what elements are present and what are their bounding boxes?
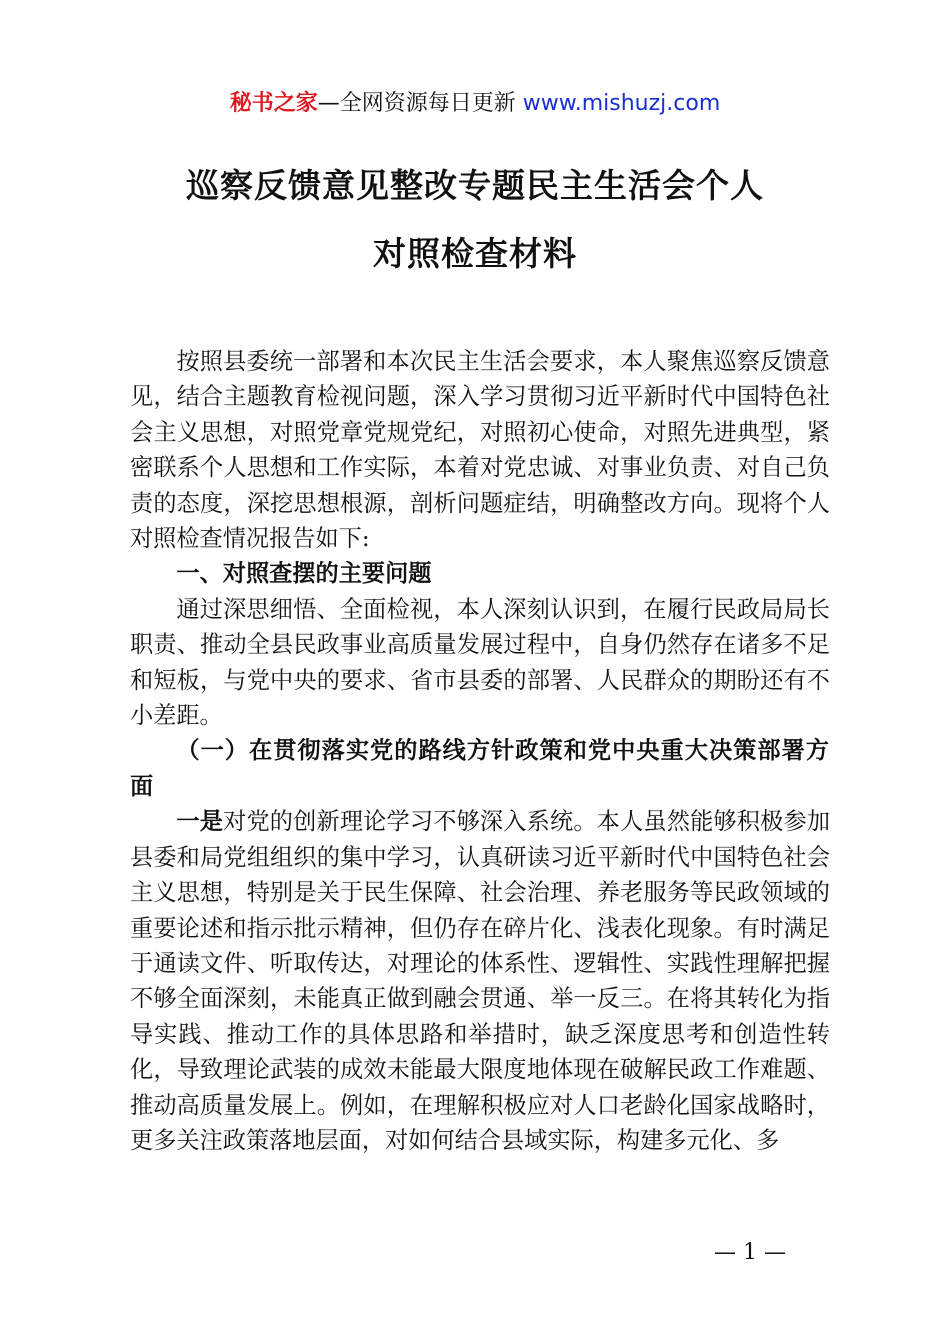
intro-paragraph: 按照县委统一部署和本次民主生活会要求，本人聚焦巡察反馈意见，结合主题教育检视问题，深入学习贯彻习近平新时代中国特色社会主义思想，对照党章党规党纪，对照初心使命，对照先进典型，紧密联系个人思想和工作实际，本着对党忠诚、对事业负责、对自己负责的态度，深挖思想根源，剖析问题症结，明确整改方向。现将个人对照检查情况报告如下: bbox=[130, 348, 830, 553]
site-brand: 秘书之家 bbox=[229, 91, 318, 116]
point-text: 对党的创新理论学习不够深入系统。本人虽然能够积极参加县委和局党组组织的集中学习，认真研读习近平新时代中国特色社会主义思想，特别是关于民生保障、社会治理、养老服务等民政领域的重要论述和指示批示精神，但仍存在碎片化、浅表化现象。有时满足于通读文件、听取传达，对理论的体系性、逻辑性、实践性理解把握不够全面深刻，未能真正做到融会贯通、举一反三。在将其转化为指导实践、推动工作的具体思路和举措时，缺乏深度思考和创造性转化，导致理论武装的成效未能最大限度地体现在破解民政工作难题、推动高质量发展上。例如，在理解积极应对人口老龄化国家战略时，更多关注政策落地层面，对如何结合县域实际，构建多元化、多 bbox=[130, 808, 831, 1154]
section-heading: 一、对照查摆的主要问题 bbox=[176, 560, 432, 588]
point-paragraph bbox=[130, 804, 830, 1158]
document-title-line-2: 对照检查材料 bbox=[373, 234, 577, 273]
site-banner bbox=[0, 88, 950, 120]
subsection-heading: （一）在贯彻落实党的路线方针政策和党中央重大决策部署方面 bbox=[130, 737, 830, 800]
document-title-line-1: 巡察反馈意见整改专题民主生活会个人 bbox=[186, 166, 764, 205]
point-lead: 一是 bbox=[176, 808, 224, 836]
site-tagline: —全网资源每日更新 bbox=[317, 91, 516, 116]
section-paragraph: 通过深思细悟、全面检视，本人深刻认识到，在履行民政局局长职责、推动全县民政事业高质量发展过程中，自身仍然存在诸多不足和短板，与党中央的要求、省市县委的部署、人民群众的期盼还有不小差距。 bbox=[130, 595, 830, 730]
document-body bbox=[130, 344, 830, 1158]
site-url-link[interactable]: www.mishuzj.com bbox=[522, 91, 721, 116]
page-number: — 1 — bbox=[714, 1240, 786, 1265]
